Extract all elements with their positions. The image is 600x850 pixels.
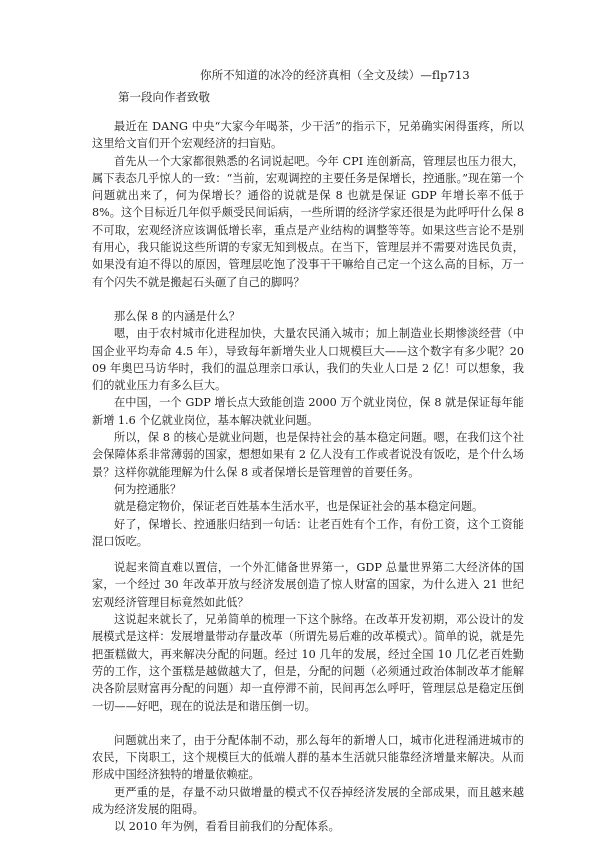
paragraph-question-bao8: 那么保 8 的内涵是什么？ bbox=[114, 309, 241, 323]
paragraph-problem: 问题就出来了，由于分配体制不动，那么每年的新增人口，城市化进程涌进城市的农民，下岗职工，这个规模巨大的低端人群的基本生活就只能靠经济增量来解决。从而形成中国经济独特的增量依赖症。 bbox=[92, 733, 524, 782]
paragraph-growth: 首先从一个大家都很熟悉的名词说起吧。今年 CPI 连创新高，管理层也压力很大，属下表态几乎惊人的一致：“当前，宏观调控的主要任务是保增长，控通胀。”现在第一个问题就出来了，何为保增长？通俗的说就是保 8 也就是保证 GDP 年增长率不低于 8%。这个目标近几年似乎颇受民间诟病，一些所谓的经济学家还很是为此呼吁什么保 8 不可取，宏观经济应该调低增长率，重点是产业结构的调整等等。如果这些言论不是别有用心，我只能说这些所谓的专家无知到极点。在当下，管理层并不需要对选民负责，如果没有迫不得以的原因，管理层吃饱了没事干干嘛给自己定一个这么高的目标，万一有个闪失不就是搬起石头砸了自己的脚吗？ bbox=[92, 154, 524, 289]
paragraph-example-2010: 以 2010 年为例，看看目前我们的分配体系。 bbox=[114, 820, 340, 834]
paragraph-core-employment: 所以，保 8 的核心是就业问题，也是保持社会的基本稳定问题。嗯，在我们这个社会保障体系非常薄弱的国家，想想如果有 2 亿人没有工作或者说没有饭吃，是个什么场景？这样你就能理解为什么保 8 或者保增长是管理曾的首要任务。 bbox=[92, 431, 524, 479]
document-body bbox=[92, 118, 524, 836]
paragraph-incredible: 说起来简直难以置信，一个外汇储备世界第一，GDP 总量世界第二大经济体的国家，一个经过 30 年改革开放与经济发展创造了惊人财富的国家，为什么进入 21 世纪宏观经济管理目标竟然如此低？ bbox=[92, 561, 524, 609]
document-title: 你所不知道的冰冷的经济真相（全文及续）—flp713 bbox=[200, 68, 470, 82]
section-heading: 第一段向作者致敬 bbox=[118, 90, 210, 104]
paragraph-reform-history: 这说起来就长了，兄弟简单的梳理一下这个脉络。在改革开发初期，邓公设计的发展模式是这样：发展增量带动存量改革（所谓先易后难的改革模式）。简单的说，就是先把蛋糕做大，再来解决分配的问题。经过 10 几年的发展，经过全国 10 几亿老百姓勤劳的工作，这个蛋糕是越做越大了，但是，分配的问题（必须通过政治体制改革才能解决各阶层财富再分配的问题）却一直停滞不前，民间再怎么呼吁，管理层总是稳定压倒一切——好吧，现在的说法是和谐压倒一切。 bbox=[92, 613, 524, 713]
paragraph-more-serious: 更严重的是，存量不动只做增量的模式不仅吞掉经济发展的全部成果，而且越来越成为经济发展的阻碍。 bbox=[92, 785, 524, 816]
paragraph-intro: 最近在 DANG 中央“大家今年喝茶，少干活”的指示下，兄弟确实闲得蛋疼，所以这里给文盲们开个宏观经济的扫盲贴。 bbox=[92, 120, 524, 151]
paragraph-question-inflation: 何为控通胀？ bbox=[114, 482, 182, 496]
paragraph-summary: 好了，保增长、控通胀归结到一句话：让老百姓有个工作，有份工资，这个工资能混口饭吃。 bbox=[92, 517, 524, 548]
paragraph-unemployment: 嗯，由于农村城市化进程加快，大量农民涌入城市；加上制造业长期惨淡经营（中国企业平均寿命 4.5 年），导致每年新增失业人口规模巨大——这个数字有多少呢？2009 年奥巴马访华时，我们的温总理亲口承认，我们的失业人口是 2 亿！可以想象，我们的就业压力有多么巨大。 bbox=[92, 327, 524, 393]
paragraph-price-stability: 就是稳定物价，保证老百姓基本生活水平，也是保证社会的基本稳定问题。 bbox=[114, 500, 484, 514]
paragraph-gdp-jobs: 在中国，一个 GDP 增长点大致能创造 2000 万个就业岗位，保 8 就是保证每年能新增 1.6 个亿就业岗位，基本解决就业问题。 bbox=[92, 396, 524, 427]
